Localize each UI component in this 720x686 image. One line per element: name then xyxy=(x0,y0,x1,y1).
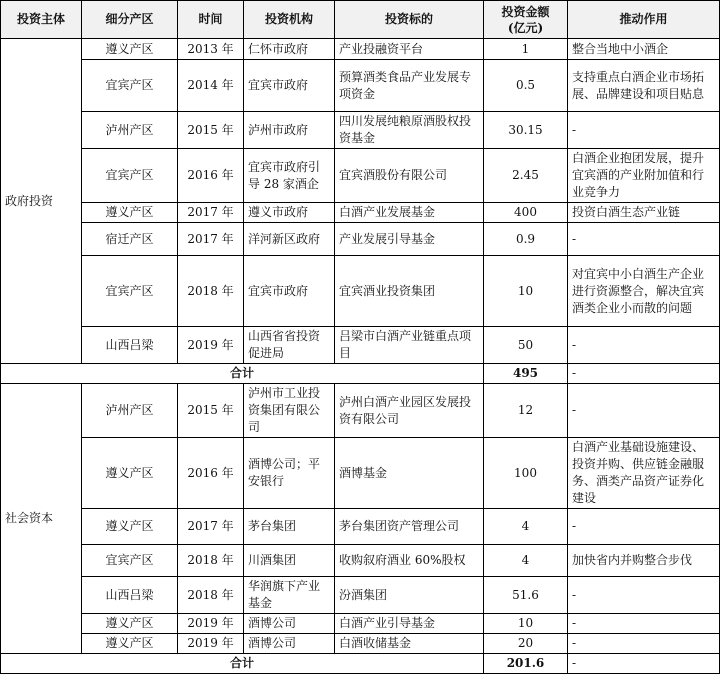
institution-cell: 泸州市政府 xyxy=(244,112,335,149)
target-cell: 白酒收储基金 xyxy=(335,634,484,654)
table-row xyxy=(1,634,720,654)
institution-cell: 川酒集团 xyxy=(244,545,335,577)
effect-cell: 对宜宾中小白酒生产企业进行资源整合，解决宜宾酒类企业小而散的问题 xyxy=(568,256,720,327)
year-cell: 2015 年 xyxy=(178,384,244,438)
target-cell: 宜宾酒业投资集团 xyxy=(335,256,484,327)
institution-cell: 酒博公司 xyxy=(244,634,335,654)
year-cell: 2014 年 xyxy=(178,60,244,112)
effect-cell: - xyxy=(568,112,720,149)
table-row xyxy=(1,112,720,149)
total-row xyxy=(1,654,720,674)
amount-cell: 2.45 xyxy=(484,149,568,203)
target-cell: 吕梁市白酒产业链重点项目 xyxy=(335,327,484,364)
target-cell: 收购叙府酒业 60%股权 xyxy=(335,545,484,577)
year-cell: 2017 年 xyxy=(178,509,244,545)
year-cell: 2015 年 xyxy=(178,112,244,149)
header-institution: 投资机构 xyxy=(244,1,335,39)
table-row xyxy=(1,39,720,60)
year-cell: 2016 年 xyxy=(178,438,244,509)
investment-subject-cell: 社会资本 xyxy=(1,384,82,654)
year-cell: 2013 年 xyxy=(178,39,244,60)
institution-cell: 山西省省投资促进局 xyxy=(244,327,335,364)
region-cell: 遵义产区 xyxy=(82,438,178,509)
amount-cell: 0.5 xyxy=(484,60,568,112)
total-amount: 201.6 xyxy=(484,654,568,674)
amount-cell: 0.9 xyxy=(484,223,568,256)
target-cell: 酒博基金 xyxy=(335,438,484,509)
effect-cell: 白酒产业基础设施建设、投资并购、供应链金融服务、酒类产品资产证券化建设 xyxy=(568,438,720,509)
amount-cell: 12 xyxy=(484,384,568,438)
effect-cell: - xyxy=(568,577,720,614)
year-cell: 2019 年 xyxy=(178,327,244,364)
year-cell: 2016 年 xyxy=(178,149,244,203)
table-row xyxy=(1,438,720,509)
effect-cell: - xyxy=(568,384,720,438)
region-cell: 泸州产区 xyxy=(82,384,178,438)
amount-cell: 10 xyxy=(484,614,568,634)
region-cell: 宜宾产区 xyxy=(82,60,178,112)
year-cell: 2018 年 xyxy=(178,545,244,577)
total-label: 合计 xyxy=(1,364,484,384)
region-cell: 山西吕梁 xyxy=(82,327,178,364)
table-row xyxy=(1,577,720,614)
institution-cell: 酒博公司；平安银行 xyxy=(244,438,335,509)
region-cell: 泸州产区 xyxy=(82,112,178,149)
year-cell: 2017 年 xyxy=(178,203,244,223)
effect-cell: - xyxy=(568,634,720,654)
header-year: 时间 xyxy=(178,1,244,39)
effect-cell: 加快省内并购整合步伐 xyxy=(568,545,720,577)
region-cell: 宜宾产区 xyxy=(82,149,178,203)
header-row xyxy=(1,1,720,39)
amount-cell: 4 xyxy=(484,545,568,577)
target-cell: 白酒产业引导基金 xyxy=(335,614,484,634)
table-row xyxy=(1,614,720,634)
target-cell: 汾酒集团 xyxy=(335,577,484,614)
institution-cell: 宜宾市政府引导 28 家酒企 xyxy=(244,149,335,203)
effect-cell: 支持重点白酒企业市场拓展、品牌建设和项目贴息 xyxy=(568,60,720,112)
amount-cell: 100 xyxy=(484,438,568,509)
amount-cell: 51.6 xyxy=(484,577,568,614)
amount-cell: 30.15 xyxy=(484,112,568,149)
effect-cell: - xyxy=(568,614,720,634)
amount-cell: 1 xyxy=(484,39,568,60)
region-cell: 遵义产区 xyxy=(82,39,178,60)
target-cell: 四川发展纯粮原酒股权投资基金 xyxy=(335,112,484,149)
region-cell: 遵义产区 xyxy=(82,634,178,654)
total-label: 合计 xyxy=(1,654,484,674)
header-subject: 投资主体 xyxy=(1,1,82,39)
institution-cell: 华润旗下产业基金 xyxy=(244,577,335,614)
target-cell: 预算酒类食品产业发展专项资金 xyxy=(335,60,484,112)
total-row xyxy=(1,364,720,384)
year-cell: 2019 年 xyxy=(178,614,244,634)
target-cell: 宜宾酒股份有限公司 xyxy=(335,149,484,203)
total-effect: - xyxy=(568,364,720,384)
table-row xyxy=(1,256,720,327)
region-cell: 宜宾产区 xyxy=(82,545,178,577)
region-cell: 宜宾产区 xyxy=(82,256,178,327)
target-cell: 产业发展引导基金 xyxy=(335,223,484,256)
amount-cell: 10 xyxy=(484,256,568,327)
year-cell: 2018 年 xyxy=(178,577,244,614)
region-cell: 遵义产区 xyxy=(82,203,178,223)
effect-cell: - xyxy=(568,327,720,364)
total-effect: - xyxy=(568,654,720,674)
institution-cell: 仁怀市政府 xyxy=(244,39,335,60)
effect-cell: - xyxy=(568,223,720,256)
institution-cell: 茅台集团 xyxy=(244,509,335,545)
effect-cell: 投资白酒生态产业链 xyxy=(568,203,720,223)
effect-cell: - xyxy=(568,509,720,545)
table-row xyxy=(1,384,720,438)
institution-cell: 洋河新区政府 xyxy=(244,223,335,256)
total-amount: 495 xyxy=(484,364,568,384)
header-target: 投资标的 xyxy=(335,1,484,39)
institution-cell: 遵义市政府 xyxy=(244,203,335,223)
effect-cell: 整合当地中小酒企 xyxy=(568,39,720,60)
year-cell: 2019 年 xyxy=(178,634,244,654)
region-cell: 宿迁产区 xyxy=(82,223,178,256)
amount-cell: 4 xyxy=(484,509,568,545)
amount-cell: 400 xyxy=(484,203,568,223)
header-amount: 投资金额 (亿元) xyxy=(484,1,568,39)
region-cell: 遵义产区 xyxy=(82,614,178,634)
amount-cell: 20 xyxy=(484,634,568,654)
target-cell: 产业投融资平台 xyxy=(335,39,484,60)
effect-cell: 白酒企业抱团发展，提升宜宾酒的产业附加值和行业竞争力 xyxy=(568,149,720,203)
table-row xyxy=(1,509,720,545)
table-row xyxy=(1,149,720,203)
institution-cell: 宜宾市政府 xyxy=(244,60,335,112)
year-cell: 2017 年 xyxy=(178,223,244,256)
target-cell: 茅台集团资产管理公司 xyxy=(335,509,484,545)
table-row xyxy=(1,545,720,577)
table-row xyxy=(1,327,720,364)
header-region: 细分产区 xyxy=(82,1,178,39)
table-row xyxy=(1,203,720,223)
target-cell: 白酒产业发展基金 xyxy=(335,203,484,223)
table-body xyxy=(1,39,720,674)
investment-subject-cell: 政府投资 xyxy=(1,39,82,364)
institution-cell: 酒博公司 xyxy=(244,614,335,634)
year-cell: 2018 年 xyxy=(178,256,244,327)
institution-cell: 泸州市工业投资集团有限公司 xyxy=(244,384,335,438)
amount-cell: 50 xyxy=(484,327,568,364)
region-cell: 遵义产区 xyxy=(82,509,178,545)
region-cell: 山西吕梁 xyxy=(82,577,178,614)
header-effect: 推动作用 xyxy=(568,1,720,39)
institution-cell: 宜宾市政府 xyxy=(244,256,335,327)
target-cell: 泸州白酒产业园区发展投资有限公司 xyxy=(335,384,484,438)
table-row xyxy=(1,223,720,256)
table-row xyxy=(1,60,720,112)
